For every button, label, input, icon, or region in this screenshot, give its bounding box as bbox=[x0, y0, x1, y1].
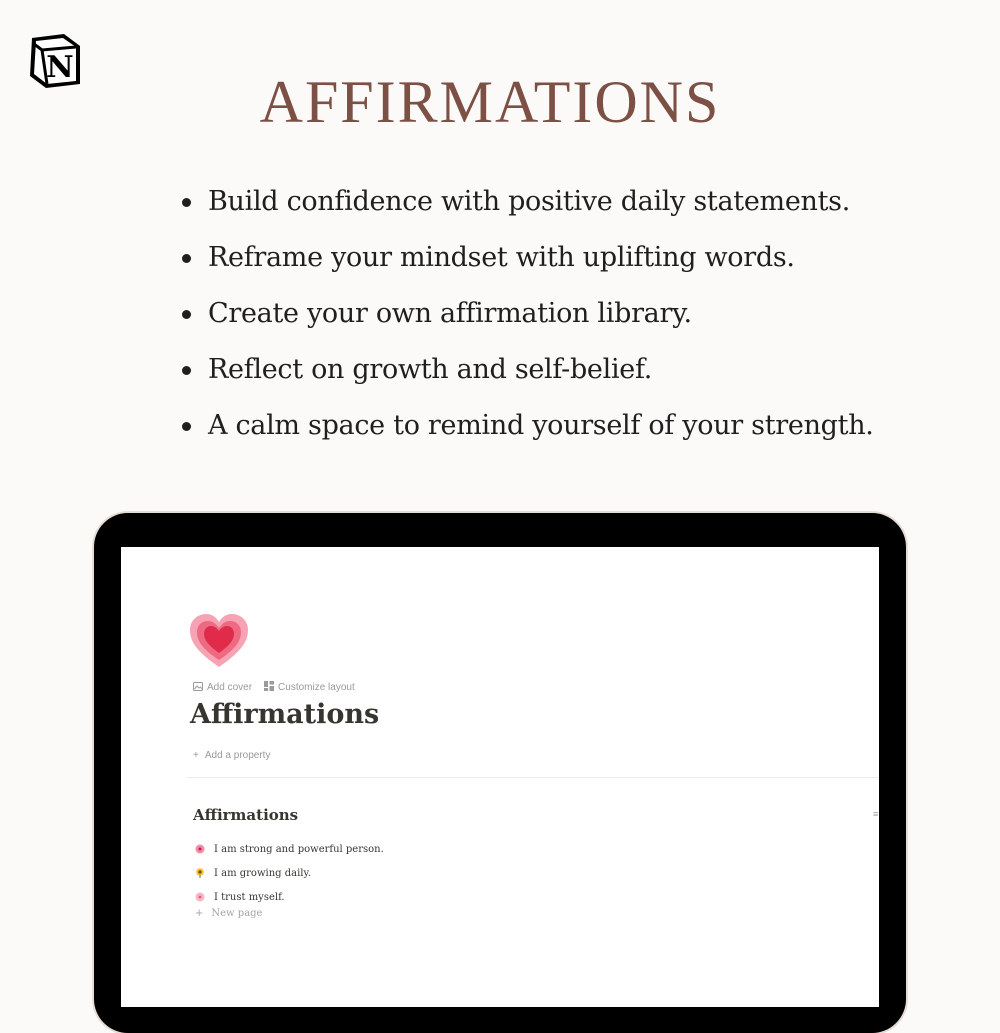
page-actions bbox=[193, 681, 355, 694]
feature-item: Build confidence with positive daily statements. bbox=[180, 180, 874, 236]
feature-item: A calm space to remind yourself of your strength. bbox=[180, 404, 874, 460]
customize-layout-button[interactable] bbox=[264, 681, 355, 694]
add-property-button[interactable] bbox=[193, 750, 270, 761]
customize-layout-label: Customize layout bbox=[278, 682, 355, 693]
list-item[interactable] bbox=[195, 837, 384, 861]
layout-icon bbox=[264, 681, 274, 694]
list-item[interactable] bbox=[195, 885, 384, 909]
add-property-label: Add a property bbox=[204, 750, 271, 761]
filter-icon[interactable]: ≡ bbox=[873, 809, 879, 819]
list-item-label: I am growing daily. bbox=[214, 867, 311, 879]
database-title[interactable]: Affirmations bbox=[193, 806, 299, 824]
plus-icon: + bbox=[195, 908, 204, 919]
add-cover-label: Add cover bbox=[207, 682, 253, 693]
feature-item: Create your own affirmation library. bbox=[180, 292, 874, 348]
list-item[interactable] bbox=[195, 861, 384, 885]
notion-page-screen bbox=[121, 547, 879, 1007]
feature-item: Reframe your mindset with uplifting words. bbox=[180, 236, 874, 292]
sunflower-icon bbox=[195, 868, 205, 878]
page-title[interactable]: Affirmations bbox=[190, 699, 380, 730]
feature-list bbox=[180, 180, 874, 460]
image-icon bbox=[193, 682, 203, 694]
add-cover-button[interactable] bbox=[193, 682, 252, 694]
new-page-button[interactable] bbox=[195, 908, 262, 919]
new-page-label: New page bbox=[211, 908, 263, 919]
hibiscus-icon bbox=[195, 844, 205, 854]
blossom-icon bbox=[195, 892, 205, 902]
plus-icon: + bbox=[193, 750, 199, 761]
heart-icon[interactable] bbox=[189, 613, 249, 669]
divider bbox=[187, 777, 879, 778]
svg-text:N: N bbox=[46, 50, 74, 85]
list-item-label: I am strong and powerful person. bbox=[214, 843, 384, 855]
feature-item: Reflect on growth and self-belief. bbox=[180, 348, 874, 404]
database-list bbox=[195, 837, 384, 909]
headline: AFFIRMATIONS bbox=[259, 69, 721, 135]
list-item-label: I trust myself. bbox=[214, 891, 285, 903]
